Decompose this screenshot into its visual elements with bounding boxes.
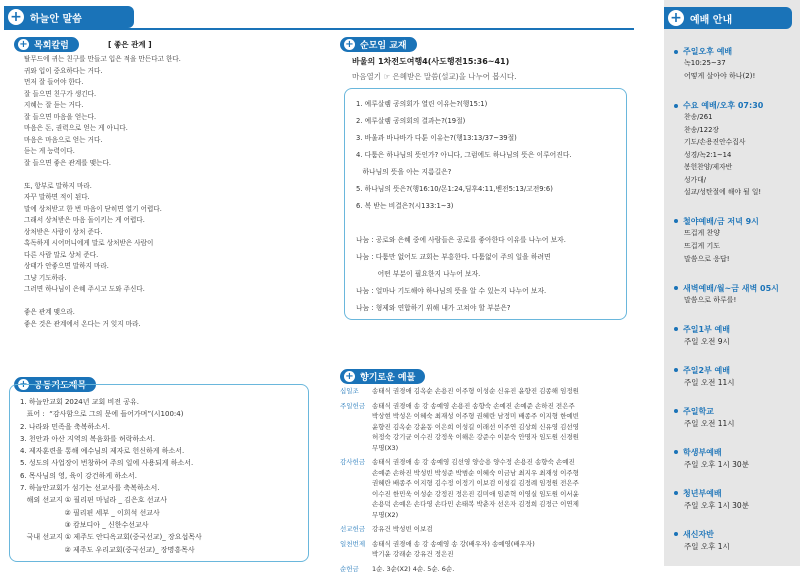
offering-category: 감사헌금 (340, 457, 372, 468)
prayer-line: 해외 선교지 ① 필리핀 마닐라 _ 김은호 선교사 (20, 494, 202, 506)
bullet-icon (674, 104, 678, 108)
cell-title: 바울의 1차전도여행4(사도행전15:36~41) (352, 56, 509, 67)
sidebar-item-label: 새벽예배/월~금 새벽 05시 (683, 284, 779, 293)
sidebar-item-detail: 찬송/261 (674, 111, 763, 124)
bullet-icon (674, 286, 678, 290)
sidebar-item-detail: 주일 오후 1시 (674, 540, 730, 553)
offering-row (340, 478, 660, 489)
sidebar-item-title (674, 324, 730, 335)
sidebar-item (674, 324, 730, 348)
column-line: 좋은 관계 맺으라. (24, 307, 181, 319)
prayer-line: 표어 : “감사함으로 그의 문에 들어가며”(시100:4) (20, 408, 202, 420)
prayer-line: ② 제주도 우리교회(중국선교)_ 장명흥목사 (20, 544, 202, 556)
column-line: 또, 항부로 말하지 마라. (24, 181, 181, 193)
offering-names: 박상현 박성은 이혜숙 최재성 이주형 권혜란 남정미 배종주 이지형 한예빈 (372, 411, 579, 422)
prayer-line: 국내 선교지 ① 제주도 안디옥교회(중국선교)_ 장요섭목사 (20, 531, 202, 543)
sidebar-item-detail: 뜨겁게 기도 (674, 240, 759, 253)
cell-question-line: 4. 다툼은 하나님의 뜻인가? 아니다, 그럼에도 하나님의 뜻은 이루어진다. (356, 147, 572, 164)
cell-question-line: 나눔 : 다툼만 없어도 교회는 부흥한다. 다툼없이 주의 일을 하려면 (356, 249, 572, 266)
cell-intro: 마음열기 ☞ 은혜받은 말씀(설교)을 나누어 봅시다. (352, 71, 517, 82)
bullet-icon (674, 219, 678, 223)
sidebar-item-detail: 주일 오후 1시 30분 (674, 499, 749, 512)
sidebar-item-label: 철야예배/금 저녁 9시 (683, 217, 759, 226)
plus-icon: + (8, 9, 24, 25)
bullet-icon (674, 532, 678, 536)
sidebar-item-label: 학생부예배 (683, 448, 722, 457)
sidebar-item-detail: 어떻게 살아야 하나(2)! (674, 70, 755, 83)
sidebar-item (674, 488, 749, 512)
sidebar-item-label: 주일1부 예배 (683, 325, 730, 334)
bullet-icon (674, 50, 678, 54)
plus-icon: + (18, 379, 29, 390)
sidebar-title: 예배 안내 (690, 11, 732, 26)
sidebar-item-title (674, 447, 749, 458)
cell-questions (356, 96, 572, 317)
cell-badge (340, 37, 417, 52)
offering-names: 박기윤 강래순 강유건 정은진 (372, 549, 454, 560)
sidebar-item-title (674, 46, 755, 57)
offering-names: 강유건 박성빈 이보검 (372, 524, 433, 535)
column-line: 마음은 마음으로 얻는 거다. (24, 135, 181, 147)
cell-question-line: 어떤 부분이 필요한지 나누어 보자. (356, 266, 572, 283)
sidebar-item (674, 447, 749, 471)
offering-list (340, 386, 660, 574)
column-line: 상태가 안좋으면 말하지 마라. (24, 261, 181, 273)
offering-names: 손예준 손하진 박성빈 박성준 박범순 이혜숙 이금남 최지우 최재성 이주형 (372, 468, 579, 479)
column-line: 마음은 돈, 권력으로 얻는 게 아니다. (24, 123, 181, 135)
bullet-icon (674, 368, 678, 372)
offering-names: 권혜란 배종주 이지형 김수정 이정기 이보검 이성길 김정례 임정원 전은주 (372, 478, 579, 489)
sidebar-item-title (674, 529, 730, 540)
offering-row (340, 401, 660, 412)
sidebar-item-label: 수요 예배/오후 07:30 (683, 101, 763, 110)
sidebar-item-label: 주일오후 예배 (683, 47, 732, 56)
offering-badge-label: 향기로운 예물 (360, 370, 415, 383)
sidebar-item-title (674, 216, 759, 227)
sidebar-item-label: 주일학교 (683, 407, 714, 416)
offering-row (340, 524, 660, 535)
cell-question-line: 나눔 : 공로와 은혜 중에 사람들은 공로를 좋아한다 이유를 나누어 보자. (356, 232, 572, 249)
column-line (24, 169, 181, 181)
sidebar-item-detail: 성경/녹2:1~14 (674, 149, 763, 162)
cell-question-line: 6. 복 받는 비결은?(시133:1~3) (356, 198, 572, 215)
column-line: 그래서 상처받은 마음 돌이키는 게 어렵다. (24, 215, 181, 227)
prayer-line: 4. 제자훈련을 통해 예수님의 제자로 헌신하게 하소서. (20, 445, 202, 457)
plus-icon: + (18, 39, 29, 50)
offering-category (340, 432, 372, 443)
offering-names: 송태식 권경애 송 강 송예영 송 강(배우자) 송예영(배우자) (372, 539, 535, 550)
sidebar-item-title (674, 100, 763, 111)
column-line: 탈무드에 귀는 친구를 만들고 입은 적을 만든다고 한다. (24, 54, 181, 66)
offering-category: 십일조 (340, 386, 372, 397)
sidebar-item-detail: 주일 오후 1시 30분 (674, 458, 749, 471)
column-line: 그냥 기도하라. (24, 273, 181, 285)
sidebar-item (674, 216, 759, 266)
prayer-line: 7. 하늘안교회가 섬기는 선교사를 축복하소서. (20, 482, 202, 494)
column-body (24, 54, 181, 330)
offering-category (340, 549, 372, 560)
offering-category (340, 489, 372, 500)
prayer-line: ③ 캄보디아 _ 신한수선교사 (20, 519, 202, 531)
offering-category (340, 499, 372, 510)
sidebar-item-detail: 주일 오전 11시 (674, 417, 735, 430)
offering-category: 순헌금 (340, 564, 372, 574)
prayer-body (20, 396, 202, 556)
sidebar-item-detail: 주일 오전 9시 (674, 335, 730, 348)
plus-icon: + (668, 10, 684, 26)
offering-row (340, 411, 660, 422)
cell-question-line: 나눔 : 형제와 연합하기 위해 내가 고쳐야 할 부분은? (356, 300, 572, 317)
prayer-line: 3. 천안과 아산 지역의 복음화를 허락하소서. (20, 433, 202, 445)
column-line: 지혜는 잘 듣는 거다. (24, 100, 181, 112)
offering-names: 송태식 권경애 송 강 송예영 김선영 양승용 양수정 손용진 송향숙 손예진 (372, 457, 575, 468)
sidebar-item (674, 529, 730, 553)
sidebar-item-detail: 주일 오전 11시 (674, 376, 735, 389)
sidebar-item (674, 46, 755, 83)
column-line: 좋은 것은 관계에서 온다는 거 잊지 마라. (24, 319, 181, 331)
column-line: 귀와 입이 중요하다는 거다. (24, 66, 181, 78)
prayer-line: 5. 성도의 사업장이 번창하여 주의 일에 사용되게 하소서. (20, 457, 202, 469)
prayer-badge-label: 공동기도제목 (34, 378, 86, 391)
bullet-icon (674, 450, 678, 454)
sidebar-item-detail: 뜨겁게 찬양 (674, 227, 759, 240)
offering-names: 무명(X3) (372, 443, 398, 454)
sidebar-item-title (674, 365, 735, 376)
sidebar-tab (664, 7, 792, 29)
offering-row (340, 539, 660, 550)
column-line: 그러면 하나님이 은혜 주시고 도와 주신다. (24, 284, 181, 296)
offering-row (340, 457, 660, 468)
offering-names: 무명(X2) (372, 510, 398, 521)
bullet-icon (674, 491, 678, 495)
header-tab (4, 6, 134, 28)
offering-row (340, 386, 660, 397)
column-line: 자꾸 말하면 적이 된다. (24, 192, 181, 204)
offering-names: 송태식 권경애 김옥순 손용진 이주형 이성순 신유진 윤향진 김종해 임정원 (372, 386, 579, 397)
cell-question-line: 2. 예루살렘 공의회의 결과는?(19절) (356, 113, 572, 130)
cell-question-line (356, 215, 572, 232)
sidebar-item-detail: 말씀으로 하루를! (674, 294, 779, 307)
sidebar-item (674, 283, 779, 307)
column-line: 다른 사람 말로 상처 준다. (24, 250, 181, 262)
cell-question-line: 5. 하나님의 뜻은?(행16:10/몬1:24,딤후4:11,벧전5:13/고전9:6) (356, 181, 572, 198)
offering-category (340, 411, 372, 422)
cell-question-line: 나눔 : 얼마나 기도해야 하나님의 뜻을 알 수 있는지 나누어 보자. (356, 283, 572, 300)
offering-names: 1순. 3순(X2) 4순. 5순. 6순. (372, 564, 454, 574)
sidebar-item-label: 청년부예배 (683, 489, 722, 498)
cell-question-line: 1. 예루살렘 공의회가 열린 이유는?(행15:1) (356, 96, 572, 113)
sidebar-item (674, 365, 735, 389)
prayer-line: 1. 하늘안교회 2024년 교회 비전 공유. (20, 396, 202, 408)
offering-names: 손용덕 손예은 손다영 손다민 손태복 박춘자 선은자 김정희 김정근 이연제 (372, 499, 579, 510)
sidebar-item (674, 406, 735, 430)
offering-category (340, 478, 372, 489)
offering-category: 주일헌금 (340, 401, 372, 412)
offering-badge (340, 369, 425, 384)
offering-category (340, 443, 372, 454)
prayer-line: ② 필리핀 세부 _ 이희석 선교사 (20, 507, 202, 519)
sidebar-item-detail: 찬송/122장 (674, 124, 763, 137)
sidebar-item-title (674, 488, 749, 499)
offering-category (340, 468, 372, 479)
offering-row (340, 510, 660, 521)
prayer-line: 2. 나라와 민족을 축복하소서. (20, 421, 202, 433)
sidebar-item-detail: 봉헌찬양/제자반 (674, 161, 763, 174)
offering-row (340, 422, 660, 433)
column-badge (14, 37, 79, 52)
column-subtitle: [ 좋은 관계 ] (108, 39, 152, 50)
offering-category (340, 422, 372, 433)
offering-row (340, 468, 660, 479)
sidebar-item-detail: 설교/성탄절에 해야 될 일! (674, 186, 763, 199)
column-line: 먼저 잘 들어야 한다. (24, 77, 181, 89)
column-line: 말에 상처받고 한 번 마음이 닫히면 열기 어렵다. (24, 204, 181, 216)
offering-row (340, 489, 660, 500)
sidebar-item-detail: 말씀으로 응답! (674, 253, 759, 266)
offering-category: 선교헌금 (340, 524, 372, 535)
prayer-line: 6. 목사님의 영, 육이 강건하게 하소서. (20, 470, 202, 482)
sidebar-item-detail: 녹10:25~37 (674, 57, 755, 70)
column-line: 잘 들으면 마음을 얻는다. (24, 112, 181, 124)
offering-names: 송태식 권경애 송 강 송예영 손용진 송향숙 손예진 손예준 손하진 전은주 (372, 401, 575, 412)
column-line: 듣는 게 능력이다. (24, 146, 181, 158)
offering-row (340, 443, 660, 454)
cell-question-line: 3. 바울과 바나바가 다툰 이유는?(행13:13/37~39절) (356, 130, 572, 147)
offering-names: 허정숙 강기균 이수진 강정욱 이해은 강준수 이문숙 안명자 임도원 신경원 (372, 432, 579, 443)
column-line: 잘 들으면 좋은 관계를 맺는다. (24, 158, 181, 170)
sidebar-item-detail: 성가대/ (674, 174, 763, 187)
bullet-icon (674, 327, 678, 331)
column-line: 잘 들으면 친구가 생긴다. (24, 89, 181, 101)
plus-icon: + (344, 371, 355, 382)
column-badge-label: 목회칼럼 (34, 38, 69, 51)
offering-category (340, 510, 372, 521)
sidebar-item-label: 새신자반 (683, 530, 714, 539)
sidebar-item-detail: 기도/손용진안수집사 (674, 136, 763, 149)
sidebar-item-title (674, 283, 779, 294)
column-line: 혹독하게 시어머니에게 말로 상처받은 사람이 (24, 238, 181, 250)
header-title: 하늘안 말씀 (30, 10, 82, 25)
column-line (24, 296, 181, 308)
sidebar-item-label: 주일2부 예배 (683, 366, 730, 375)
plus-icon: + (344, 39, 355, 50)
cell-question-line: 하나님의 뜻을 아는 지름길은? (356, 164, 572, 181)
offering-category: 일천번제 (340, 539, 372, 550)
offering-row (340, 499, 660, 510)
cell-badge-label: 순모임 교재 (360, 38, 407, 51)
sidebar-item-title (674, 406, 735, 417)
sidebar-item (674, 100, 763, 199)
offering-row (340, 549, 660, 560)
offering-row (340, 564, 660, 574)
column-line: 상처받은 사람이 상처 준다. (24, 227, 181, 239)
offering-names: 이수진 한민욱 이성순 강정진 정은진 김미애 임준혁 이영실 임도원 이서윤 (372, 489, 579, 500)
offering-names: 윤향진 김옥순 강윤동 이은희 이성길 이래선 이주연 김상희 신유영 김선영 (372, 422, 579, 433)
sidebar (664, 0, 800, 566)
offering-row (340, 432, 660, 443)
bullet-icon (674, 409, 678, 413)
